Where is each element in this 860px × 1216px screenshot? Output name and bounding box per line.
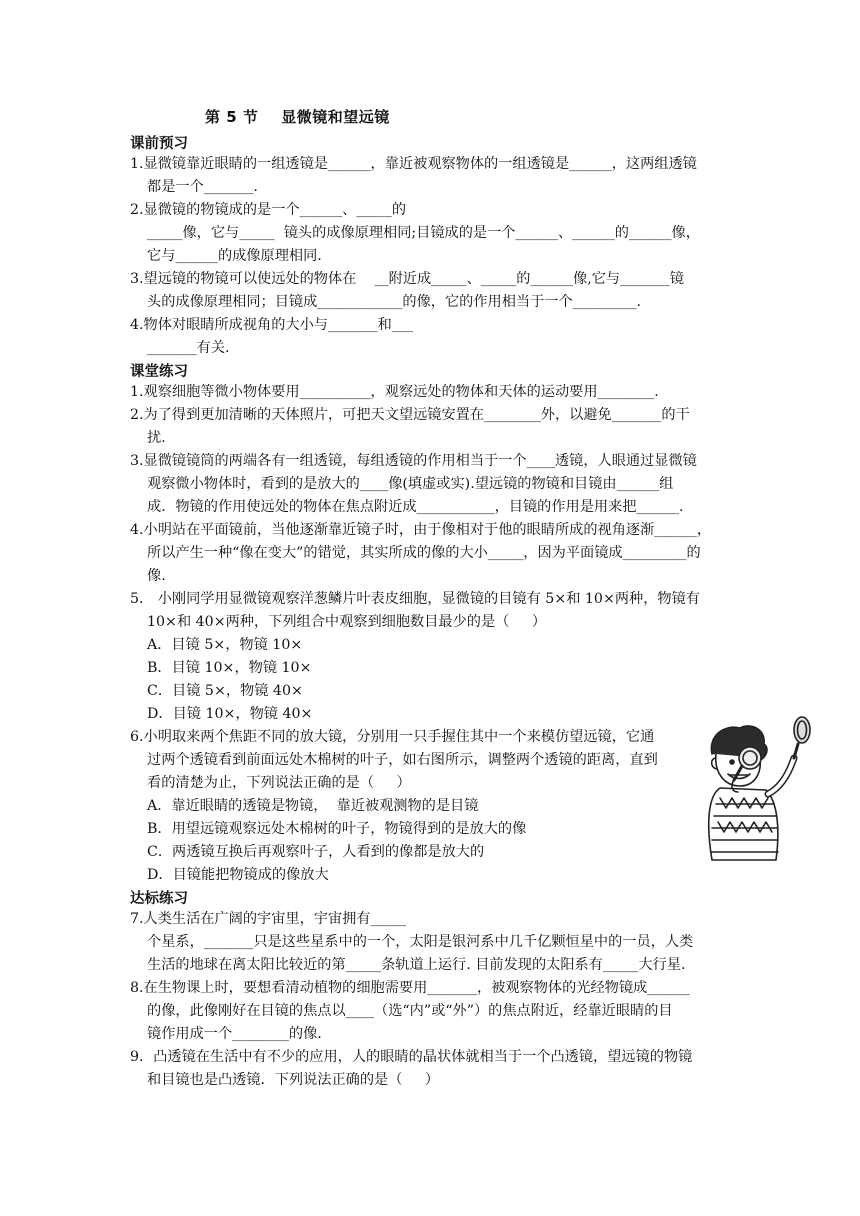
question-line: 所以产生一种“像在变大”的错觉，其实所成的像的大小_____，因为平面镜成_________的 [147,545,701,561]
question-line: 看的清楚为止，下列说法正确的是（ ） [147,775,411,791]
question-line: 6.小明取来两个焦距不同的放大镜，分别用一只手握住其中一个来模仿望远镜，它通 [130,729,655,745]
question-line: 3.望远镜的物镜可以使远处的物体在 __附近成_____、_____的______像,它与_______镜 [130,271,684,287]
question-line: 3.显微镜镜筒的两端各有一组透镜，每组透镜的作用相当于一个____透镜，人眼通过显微镜 [130,453,697,469]
answer-option: B．目镜 10×，物镜 10× [147,660,312,676]
question-line: 成．物镜的作用使远处的物体在焦点附近成___________，目镜的作用是用来把______. [147,499,684,515]
answer-option: A．靠近眼睛的透镜是物镜， 靠近被观测物的是目镜 [147,798,479,814]
question-line: 都是一个_______. [147,179,258,195]
question-line: 2.显微镜的物镜成的是一个______、_____的 [130,202,407,218]
answer-option: A．目镜 5×，物镜 10× [147,637,303,653]
question-line: 4.小明站在平面镜前，当他逐渐靠近镜子时，由于像相对于他的眼睛所成的视角逐渐______， [130,522,712,538]
question-line: 8.在生物课上时，要想看清动植物的细胞需要用_______，被观察物体的光经物镜成______ [130,980,690,996]
question-line: 镜作用成一个________的像. [147,1026,322,1042]
page-title: 第 5 节 显微镜和望远镜 [205,108,390,126]
question-line: 2.为了得到更加清晰的天体照片，可把天文望远镜安置在________外，以避免_______的干 [130,407,690,423]
section-standard-heading: 达标练习 [130,891,188,907]
answer-option: C．两透镜互换后再观察叶子，人看到的像都是放大的 [147,844,485,860]
boy-with-magnifiers-illustration [690,714,818,864]
answer-option: D．目镜 10×，物镜 40× [147,706,313,722]
question-line: 1.显微镜靠近眼睛的一组透镜是______，靠近被观察物体的一组透镜是______，这两组透镜 [130,156,697,172]
question-line: 4.物体对眼睛所成视角的大小与_______和___ [130,317,414,333]
question-line: 5． 小刚同学用显微镜观察洋葱鳞片叶表皮细胞，显微镜的目镜有 5×和 10×两种，物镜有 [130,591,700,607]
question-line: 和目镜也是凸透镜．下列说法正确的是（ ） [147,1072,440,1088]
question-line: 像. [147,568,166,584]
question-line: 它与______的成像原理相同. [147,248,322,264]
section-preview-heading: 课前预习 [130,136,188,152]
question-line: 1.观察细胞等微小物体要用__________，观察远处的物体和天体的运动要用________. [130,384,659,400]
question-line: 个星系，_______只是这些星系中的一个，太阳是银河系中几千亿颗恒星中的一员，人类 [147,934,694,950]
answer-option: B．用望远镜观察远处木棉树的叶子，物镜得到的是放大的像 [147,821,527,837]
question-line: 观察微小物体时，看到的是放大的____像(填虚或实).望远镜的物镜和目镜由______组 [147,476,674,492]
answer-option: D．目镜能把物镜成的像放大 [147,867,329,883]
question-line: _____像，它与_____ 镜头的成像原理相同;目镜成的是一个______、______的______像， [147,225,700,241]
answer-option: C．目镜 5×，物镜 40× [147,683,303,699]
question-line: 扰. [147,430,166,446]
question-line: _______有关. [147,340,230,356]
question-line: 10×和 40×两种，下列组合中观察到细胞数目最少的是（ ） [147,614,547,630]
question-line: 生活的地球在离太阳比较近的第_____条轨道上运行. 目前发现的太阳系有_____大行星. [147,957,686,973]
question-line: 的像，此像刚好在目镜的焦点以____（选“内”或“外”）的焦点附近，经靠近眼睛的目 [147,1003,673,1019]
question-line: 7.人类生活在广阔的宇宙里，宇宙拥有_____ [130,911,407,927]
section-practice-heading: 课堂练习 [130,364,188,380]
question-line: 过两个透镜看到前面远处木棉树的叶子，如右图所示，调整两个透镜的距离，直到 [147,752,658,768]
question-line: 9．凸透镜在生活中有不少的应用，人的眼睛的晶状体就相当于一个凸透镜，望远镜的物镜 [130,1049,693,1065]
question-line: 头的成像原理相同；目镜成____________的像，它的作用相当于一个_________. [147,294,641,310]
